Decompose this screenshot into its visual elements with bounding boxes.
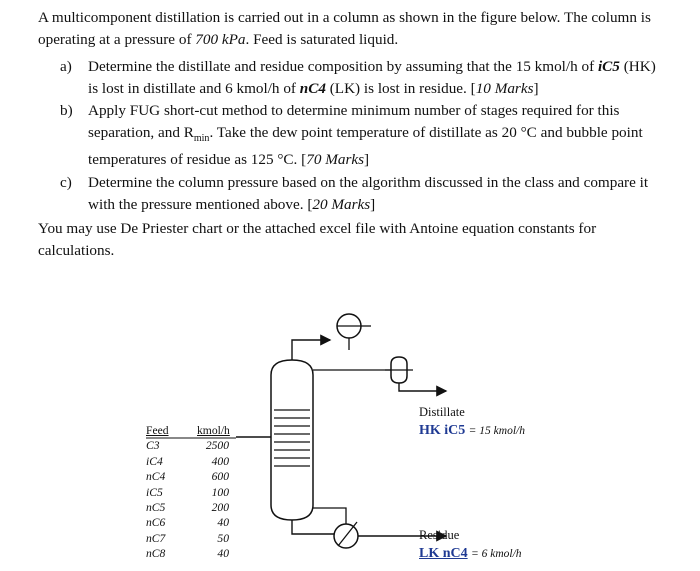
flow: 2500 <box>205 439 229 453</box>
column-trays <box>274 410 310 466</box>
component: nC8 <box>146 547 166 561</box>
question-text: (HK) is lost in distillate and 6 kmol/h of <box>88 58 656 97</box>
table-row <box>146 485 235 500</box>
question-b: b) Apply FUG short-cut method to determine minimum number of stages required for this separation, and $R_{min}$. Take the dew point temperature of distillate as 20 °C and bubble point temperatures of residue as 125 °C. [70 Marks] <box>60 102 643 169</box>
distillate-spec <box>419 422 525 439</box>
intro-text-b: . Feed is saturated liquid. <box>245 30 399 48</box>
question-marks: 10 Marks <box>475 79 534 97</box>
flow: 100 <box>211 485 229 499</box>
component: nC5 <box>146 501 166 515</box>
question-marks: 70 Marks <box>306 151 365 169</box>
question-text: Determine the column pressure based on the algorithm discussed in the class and compare it with the pressure mentioned above. [ <box>88 174 649 213</box>
residue-key: LK nC4 <box>419 546 468 561</box>
component: iC4 <box>146 454 163 468</box>
residue-spec <box>419 545 522 562</box>
heavy-key-component: iC5 <box>597 58 620 75</box>
flow: 200 <box>211 501 229 515</box>
table-row <box>146 454 235 469</box>
question-marker: c) <box>60 174 72 191</box>
rmin-subscript: min <box>193 132 210 144</box>
table-row <box>146 515 235 530</box>
distillate-label: Distillate <box>419 405 465 419</box>
question-marker: a) <box>60 58 72 75</box>
flow: 40 <box>217 547 229 561</box>
light-key-component: nC4 <box>299 79 326 97</box>
table-row <box>146 438 235 453</box>
feed-table-header <box>146 423 235 438</box>
flow: 400 <box>211 454 229 468</box>
closing-note: You may use De Priester chart or the attached excel file with Antoine equation constants for calculations. <box>38 220 597 259</box>
question-marks: 20 Marks <box>312 195 371 213</box>
question-marker: b) <box>60 102 73 120</box>
distillate-line <box>399 383 446 391</box>
residue-value: = 6 kmol/h <box>471 548 522 560</box>
intro-text-a: A multicomponent distillation is carried out in a column as shown in the figure below. The column is operating at a pressure of <box>38 9 651 48</box>
question-c: c) Determine the column pressure based on the algorithm discussed in the class and compare it with the pressure mentioned above. [20 Marks] <box>60 174 649 213</box>
residue-label: Residue <box>419 528 460 542</box>
table-row <box>146 531 235 546</box>
question-text: . Take the dew point temperature of distillate as 20 °C and bubble point temperatures of residue as 125 °C. [ <box>88 123 643 169</box>
component: nC4 <box>146 470 166 484</box>
flow: 40 <box>217 516 229 530</box>
operating-pressure: 700 kPa <box>195 30 246 48</box>
feed-header: Feed <box>146 424 169 437</box>
overhead-vapor-line <box>292 340 330 360</box>
table-row <box>146 469 235 484</box>
question-text: (LK) is lost in residue. [ <box>325 79 476 97</box>
distillate-key: HK iC5 <box>419 423 466 438</box>
component: C3 <box>146 439 160 453</box>
flow-header: kmol/h <box>197 424 230 437</box>
flow: 600 <box>211 470 229 484</box>
column-shell <box>271 360 313 520</box>
component: nC6 <box>146 516 166 530</box>
flow: 50 <box>217 531 229 545</box>
question-a: a) Determine the distillate and residue composition by assuming that the 15 kmol/h of iC5 (HK) is lost in distillate and 6 kmol/h of nC4 (LK) is lost in residue. [10 Marks] <box>60 58 656 97</box>
distillate-value: = 15 kmol/h <box>468 425 525 437</box>
bottoms-line <box>292 520 334 534</box>
component: nC7 <box>146 531 166 545</box>
feed-table <box>146 423 235 562</box>
question-text: Determine the distillate and residue composition by assuming that the 15 kmol/h of <box>88 58 598 75</box>
table-row <box>146 500 235 515</box>
component: iC5 <box>146 485 163 499</box>
reboiler-vapor-return <box>313 508 346 524</box>
question-text: Apply FUG short-cut method to determine minimum number of stages required for this separation, and R <box>88 102 620 141</box>
table-row <box>146 546 235 561</box>
